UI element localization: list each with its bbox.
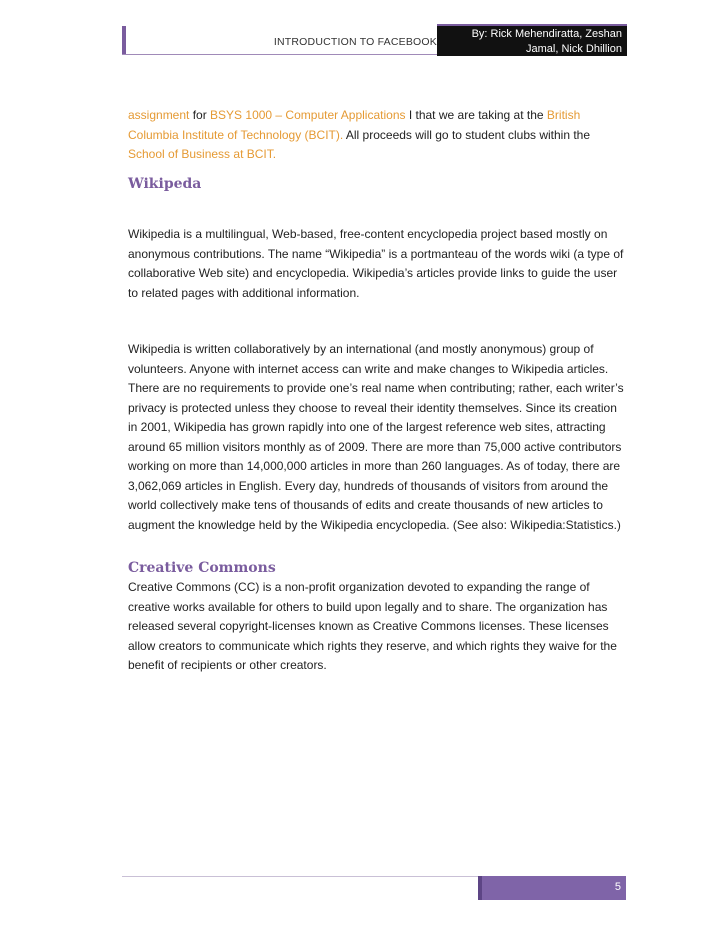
intro-text-assignment: assignment (128, 108, 190, 122)
intro-text-taking: I that we are taking at the (405, 108, 547, 122)
header-author-line2: Jamal, Nick Dhillion (526, 43, 622, 55)
intro-text-institute: British Columbia Institute of Technology (BCIT). (128, 108, 581, 142)
wikipedia-paragraph-2: Wikipedia is written collaboratively by an international (and mostly anonymous) group of volunteers. Anyone with internet access can write and make changes to Wikipedia articles. There are no requirements to provide one’s real name when contributing; rather, each writer’s privacy is protected unless they choose to reveal their identity themselves. Since its creation in 2001, Wikipedia has grown rapidly into one of the largest reference web sites, attracting around 65 million visitors monthly as of 2009. There are more than 75,000 active contributors working on more than 14,000,000 articles in more than 260 languages. As of today, there are 3,062,069 articles in English. Every day, hundreds of thousands of visitors from around the world collectively make tens of thousands of edits and create thousands of new articles to augment the knowledge held by the Wikipedia encyclopedia. (See also: Wikipedia:Statistics.) (128, 342, 624, 532)
intro-paragraph (128, 106, 628, 165)
intro-text-for: for (189, 108, 211, 122)
intro-text-school: School of Business at BCIT. (128, 147, 277, 161)
intro-text-course: BSYS 1000 – Computer Applications (210, 108, 406, 122)
wikipedia-heading: Wikipeda (128, 176, 202, 192)
header-underline (122, 54, 437, 55)
wikipedia-paragraph-1: Wikipedia is a multilingual, Web-based, free-content encyclopedia project based mostly on anonymous contributions. The name “Wikipedia” is a portmanteau of the words wiki (a type of collaborative Web site) and encyclopedia. Wikipedia’s articles provide links to guide the user to related pages with additional information. (128, 227, 624, 300)
header-title: INTRODUCTION TO FACEBOOK (273, 36, 437, 48)
intro-text-proceeds: All proceeds will go to student clubs within the (343, 127, 591, 142)
footer-rule (122, 876, 478, 877)
page-number: 5 (614, 881, 621, 893)
header-author-line1: By: Rick Mehendiratta, Zeshan (471, 28, 622, 40)
creative-commons-paragraph: Creative Commons (CC) is a non-profit organization devoted to expanding the range of creative works available for others to build upon legally and to share. The organization has released several copyright-licenses known as Creative Commons licenses. These licenses allow creators to communicate which rights they reserve, and which rights they waive for the benefit of recipients or other creators. (128, 580, 617, 672)
header-author (440, 27, 622, 57)
creative-commons-heading: Creative Commons (128, 560, 276, 576)
